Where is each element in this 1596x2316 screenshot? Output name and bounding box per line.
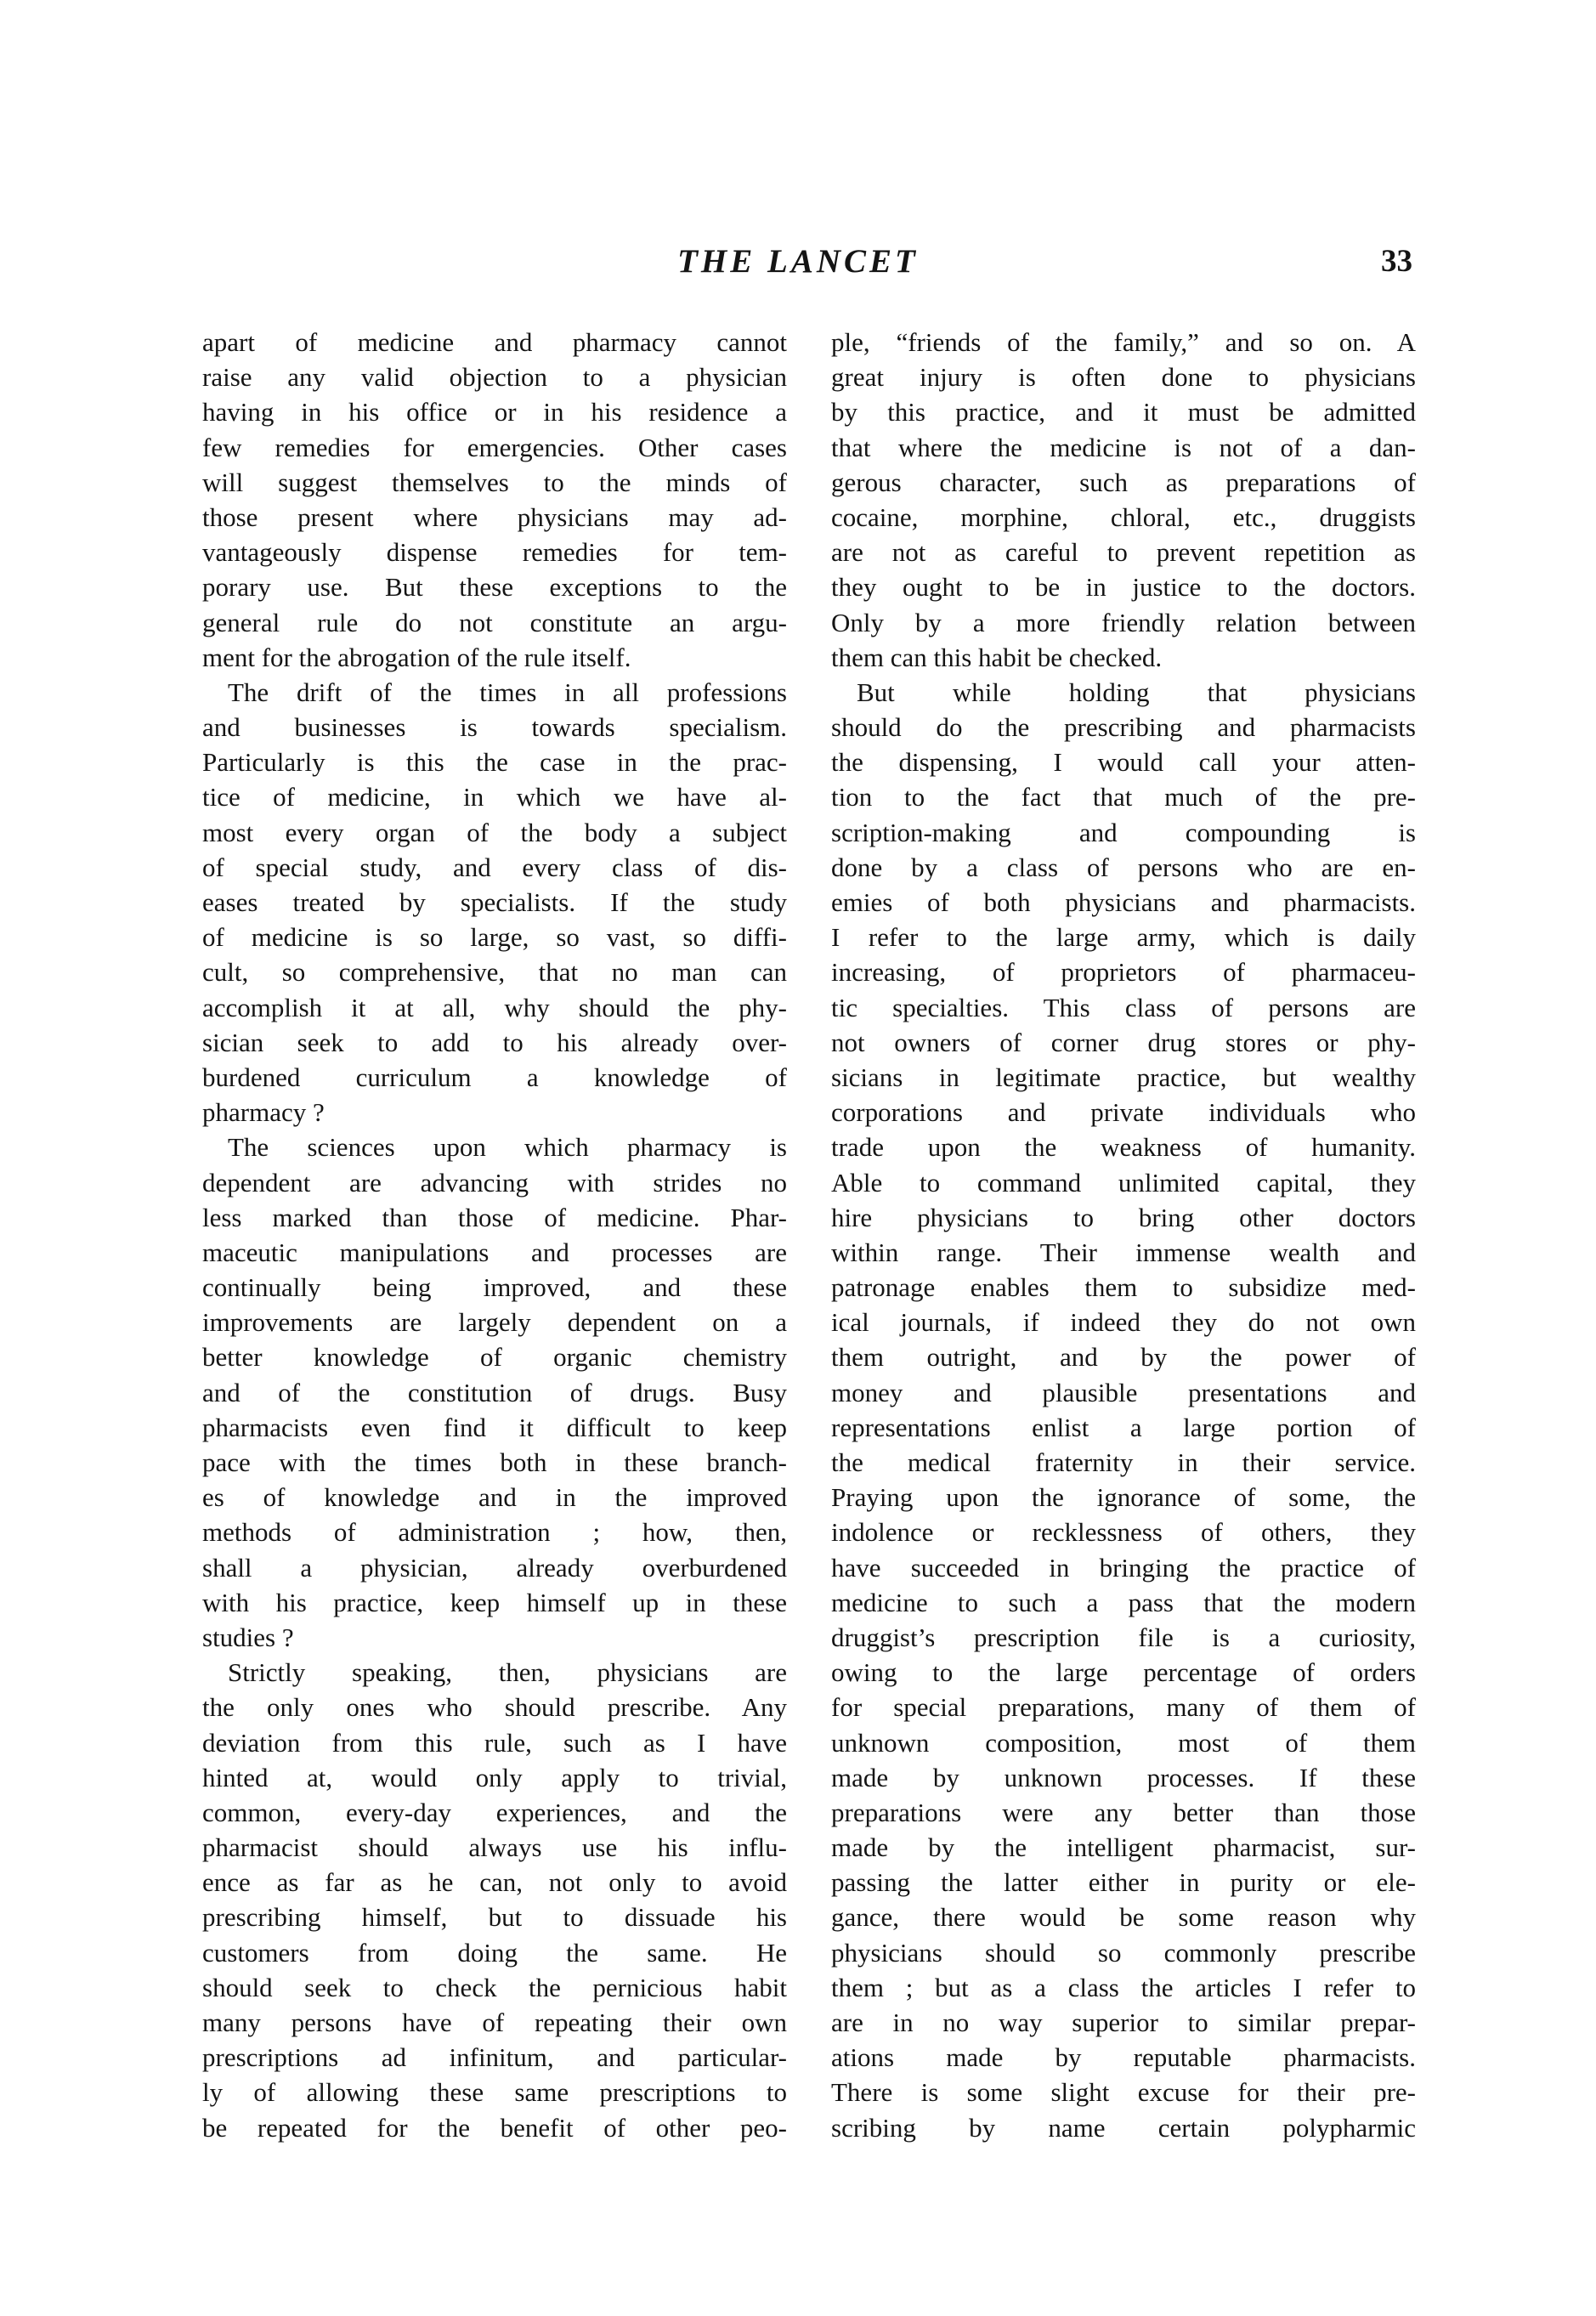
text-line: corporations and private individuals who (831, 1097, 1416, 1128)
text-line: dependent are advancing with strides no (202, 1167, 787, 1198)
text-line: gance, there would be some reason why (831, 1902, 1416, 1933)
text-line: accomplish it at all, why should the phy- (202, 992, 787, 1022)
text-column-left (202, 325, 787, 2145)
text-line: having in his office or in his residence a (202, 397, 787, 428)
text-line: customers from doing the same. He (202, 1937, 787, 1968)
text-line: hire physicians to bring other doctors (831, 1202, 1416, 1232)
text-line: pharmacy ? (202, 1097, 325, 1128)
text-line: prescriptions ad infinitum, and particular- (202, 2042, 787, 2073)
text-line: increasing, of proprietors of pharmaceu- (831, 957, 1416, 988)
journal-title: THE LANCET (677, 243, 919, 280)
text-line: gerous character, such as preparations of (831, 467, 1416, 497)
text-line: tice of medicine, in which we have al- (202, 782, 787, 813)
text-line: trade upon the weakness of humanity. (831, 1132, 1416, 1163)
text-line: few remedies for emergencies. Other cases (202, 432, 787, 462)
text-line: done by a class of persons who are en- (831, 852, 1416, 882)
text-line: the medical fraternity in their service. (831, 1447, 1416, 1477)
text-line: sicians in legitimate practice, but wealthy (831, 1062, 1416, 1092)
text-line: vantageously dispense remedies for tem- (202, 537, 787, 568)
text-line: patronage enables them to subsidize med- (831, 1272, 1416, 1303)
running-head (0, 240, 1596, 284)
text-line: ple, “friends of the family,” and so on. A (831, 327, 1416, 357)
text-line: medicine to such a pass that the modern (831, 1587, 1416, 1617)
text-line: those present where physicians may ad- (202, 501, 787, 532)
text-line: they ought to be in justice to the doctors. (831, 572, 1416, 603)
text-line: many persons have of repeating their own (202, 2007, 787, 2037)
text-line: cocaine, morphine, chloral, etc., druggists (831, 501, 1416, 532)
text-line: ical journals, if indeed they do not own (831, 1307, 1416, 1338)
text-line: made by unknown processes. If these (831, 1762, 1416, 1792)
text-column-right (831, 325, 1416, 2145)
text-line: not owners of corner drug stores or phy- (831, 1027, 1416, 1057)
text-line: them ; but as a class the articles I refer to (831, 1972, 1416, 2002)
text-line: made by the intelligent pharmacist, sur- (831, 1832, 1416, 1863)
text-line: tic specialties. This class of persons are (831, 992, 1416, 1022)
text-line: There is some slight excuse for their pre- (831, 2077, 1416, 2108)
text-line: the dispensing, I would call your atten- (831, 747, 1416, 778)
text-line: raise any valid objection to a physician (202, 362, 787, 393)
text-line: indolence or recklessness of others, they (831, 1517, 1416, 1548)
text-line: improvements are largely dependent on a (202, 1307, 787, 1338)
text-line: of medicine is so large, so vast, so diffi- (202, 922, 787, 953)
text-line: great injury is often done to physicians (831, 362, 1416, 393)
text-line: that where the medicine is not of a dan- (831, 432, 1416, 462)
text-line: Able to command unlimited capital, they (831, 1167, 1416, 1198)
text-line: most every organ of the body a subject (202, 817, 787, 847)
text-line: money and plausible presentations and (831, 1377, 1416, 1407)
text-line: scription-making and compounding is (831, 817, 1416, 847)
text-line: scribing by name certain polypharmic (831, 2112, 1416, 2143)
text-line: es of knowledge and in the improved (202, 1482, 787, 1513)
text-line: sician seek to add to his already over- (202, 1027, 787, 1057)
text-line: eases treated by specialists. If the study (202, 887, 787, 917)
text-line: tion to the fact that much of the pre- (831, 782, 1416, 813)
text-line: preparations were any better than those (831, 1797, 1416, 1827)
page-number: 33 (1381, 244, 1412, 279)
text-line: porary use. But these exceptions to the (202, 572, 787, 603)
text-line: burdened curriculum a knowledge of (202, 1062, 787, 1092)
text-line: the only ones who should prescribe. Any (202, 1692, 787, 1723)
text-line: cult, so comprehensive, that no man can (202, 957, 787, 988)
text-line: pace with the times both in these branch- (202, 1447, 787, 1477)
text-line: should seek to check the pernicious habit (202, 1972, 787, 2002)
text-line: be repeated for the benefit of other peo- (202, 2112, 787, 2143)
text-line: I refer to the large army, which is daily (831, 922, 1416, 953)
text-line: shall a physician, already overburdened (202, 1552, 787, 1583)
text-line: apart of medicine and pharmacy cannot (202, 327, 787, 357)
text-line: will suggest themselves to the minds of (202, 467, 787, 497)
text-line: But while holding that physicians (857, 677, 1416, 707)
text-line: within range. Their immense wealth and (831, 1237, 1416, 1267)
text-line: are in no way superior to similar prepar- (831, 2007, 1416, 2037)
text-line: by this practice, and it must be admitted (831, 397, 1416, 428)
text-line: Strictly speaking, then, physicians are (228, 1657, 787, 1688)
text-line: The sciences upon which pharmacy is (228, 1132, 787, 1163)
text-line: The drift of the times in all professions (228, 677, 787, 707)
text-line: pharmacists even find it difficult to keep (202, 1412, 787, 1442)
text-line: them can this habit be checked. (831, 642, 1163, 672)
text-line: druggist’s prescription file is a curiosity, (831, 1622, 1416, 1652)
text-line: them outright, and by the power of (831, 1342, 1416, 1373)
text-line: representations enlist a large portion of (831, 1412, 1416, 1442)
text-line: owing to the large percentage of orders (831, 1657, 1416, 1688)
text-line: are not as careful to prevent repetition as (831, 537, 1416, 568)
text-line: hinted at, would only apply to trivial, (202, 1762, 787, 1792)
text-line: ence as far as he can, not only to avoid (202, 1867, 787, 1898)
text-line: general rule do not constitute an argu- (202, 607, 787, 637)
text-line: Only by a more friendly relation between (831, 607, 1416, 637)
text-line: Particularly is this the case in the prac- (202, 747, 787, 778)
text-line: better knowledge of organic chemistry (202, 1342, 787, 1373)
text-line: for special preparations, many of them of (831, 1692, 1416, 1723)
text-line: common, every-day experiences, and the (202, 1797, 787, 1827)
text-line: continually being improved, and these (202, 1272, 787, 1303)
text-line: physicians should so commonly prescribe (831, 1937, 1416, 1968)
text-line: pharmacist should always use his influ- (202, 1832, 787, 1863)
text-line: deviation from this rule, such as I have (202, 1727, 787, 1758)
text-line: maceutic manipulations and processes are (202, 1237, 787, 1267)
text-line: ly of allowing these same prescriptions to (202, 2077, 787, 2108)
text-line: Praying upon the ignorance of some, the (831, 1482, 1416, 1513)
text-line: and of the constitution of drugs. Busy (202, 1377, 787, 1407)
text-line: of special study, and every class of dis- (202, 852, 787, 882)
text-line: unknown composition, most of them (831, 1727, 1416, 1758)
text-line: emies of both physicians and pharmacists. (831, 887, 1416, 917)
text-line: ment for the abrogation of the rule itself. (202, 642, 631, 672)
text-line: prescribing himself, but to dissuade his (202, 1902, 787, 1933)
text-line: passing the latter either in purity or ele- (831, 1867, 1416, 1898)
text-line: should do the prescribing and pharmacists (831, 712, 1416, 743)
text-line: ations made by reputable pharmacists. (831, 2042, 1416, 2073)
text-line: with his practice, keep himself up in these (202, 1587, 787, 1617)
text-line: have succeeded in bringing the practice of (831, 1552, 1416, 1583)
text-line: methods of administration ; how, then, (202, 1517, 787, 1548)
text-line: studies ? (202, 1622, 294, 1652)
text-line: less marked than those of medicine. Phar- (202, 1202, 787, 1232)
text-line: and businesses is towards specialism. (202, 712, 787, 743)
